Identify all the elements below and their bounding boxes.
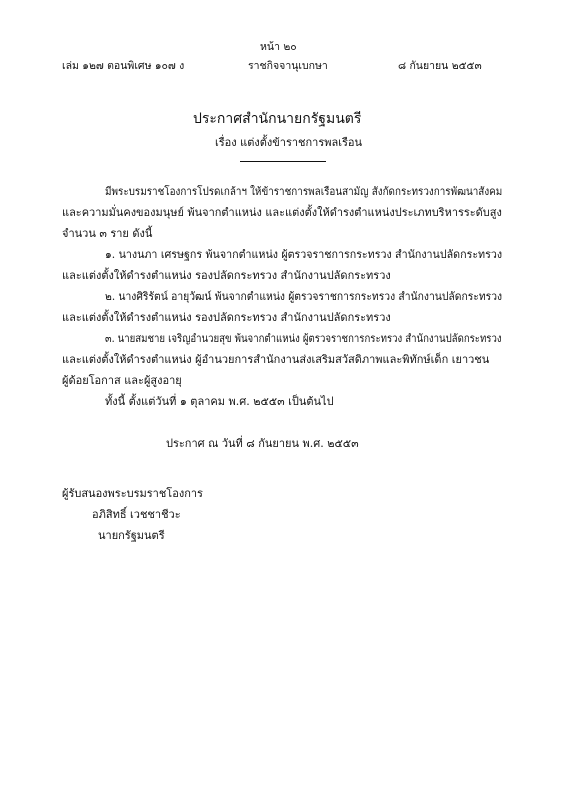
appointment-item-line: และแต่งตั้งให้ดำรงตำแหน่ง รองปลัดกระทรวง สำนักงานปลัดกระทรวง — [62, 311, 391, 324]
appointment-item-line: และแต่งตั้งให้ดำรงตำแหน่ง ผู้อำนวยการสำนักงานส่งเสริมสวัสดิภาพและพิทักษ์เด็ก เยาวชน — [62, 353, 490, 366]
appointment-item-line: และแต่งตั้งให้ดำรงตำแหน่ง รองปลัดกระทรวง สำนักงานปลัดกระทรวง — [62, 269, 391, 282]
intro-line: มีพระบรมราชโองการโปรดเกล้าฯ ให้ข้าราชการพลเรือนสามัญ สังกัดกระทรวงการพัฒนาสังคม — [105, 185, 503, 198]
appointment-item-line: ๑. นางนภา เศรษฐกร พ้นจากตำแหน่ง ผู้ตรวจราชการกระทรวง สำนักงานปลัดกระทรวง — [105, 248, 503, 261]
title-divider — [240, 161, 326, 162]
document-title: ประกาศสำนักนายกรัฐมนตรี — [193, 111, 362, 127]
appointment-item-line: ๒. นางศิริรัตน์ อายุวัฒน์ พ้นจากตำแหน่ง ผู้ตรวจราชการกระทรวง สำนักงานปลัดกระทรวง — [105, 290, 503, 303]
volume-info: เล่ม ๑๒๗ ตอนพิเศษ ๑๐๗ ง — [62, 60, 185, 72]
gazette-name: ราชกิจจานุเบกษา — [248, 60, 328, 72]
countersign-label: ผู้รับสนองพระบรมราชโองการ — [62, 487, 203, 500]
document-subject: เรื่อง แต่งตั้งข้าราชการพลเรือน — [215, 136, 363, 149]
appointment-item-line: ผู้ด้อยโอกาส และผู้สูงอายุ — [62, 374, 182, 387]
header-date: ๘ กันยายน ๒๕๕๓ — [398, 60, 482, 72]
appointment-item-line: ๓. นายสมชาย เจริญอำนวยสุข พ้นจากตำแหน่ง ผู้ตรวจราชการกระทรวง สำนักงานปลัดกระทรวง — [105, 332, 502, 345]
announcement-date: ประกาศ ณ วันที่ ๘ กันยายน พ.ศ. ๒๕๕๓ — [166, 437, 359, 450]
intro-line: จำนวน ๓ ราย ดังนี้ — [62, 227, 153, 240]
signatory-name: อภิสิทธิ์ เวชชาชีวะ — [92, 508, 181, 521]
page-number: หน้า ๒๐ — [260, 41, 297, 53]
signatory-position: นายกรัฐมนตรี — [98, 529, 165, 542]
effective-date: ทั้งนี้ ตั้งแต่วันที่ ๑ ตุลาคม พ.ศ. ๒๕๕๓ เป็นต้นไป — [105, 395, 334, 408]
intro-line: และความมั่นคงของมนุษย์ พ้นจากตำแหน่ง และแต่งตั้งให้ดำรงตำแหน่งประเภทบริหารระดับสูง — [62, 206, 502, 219]
